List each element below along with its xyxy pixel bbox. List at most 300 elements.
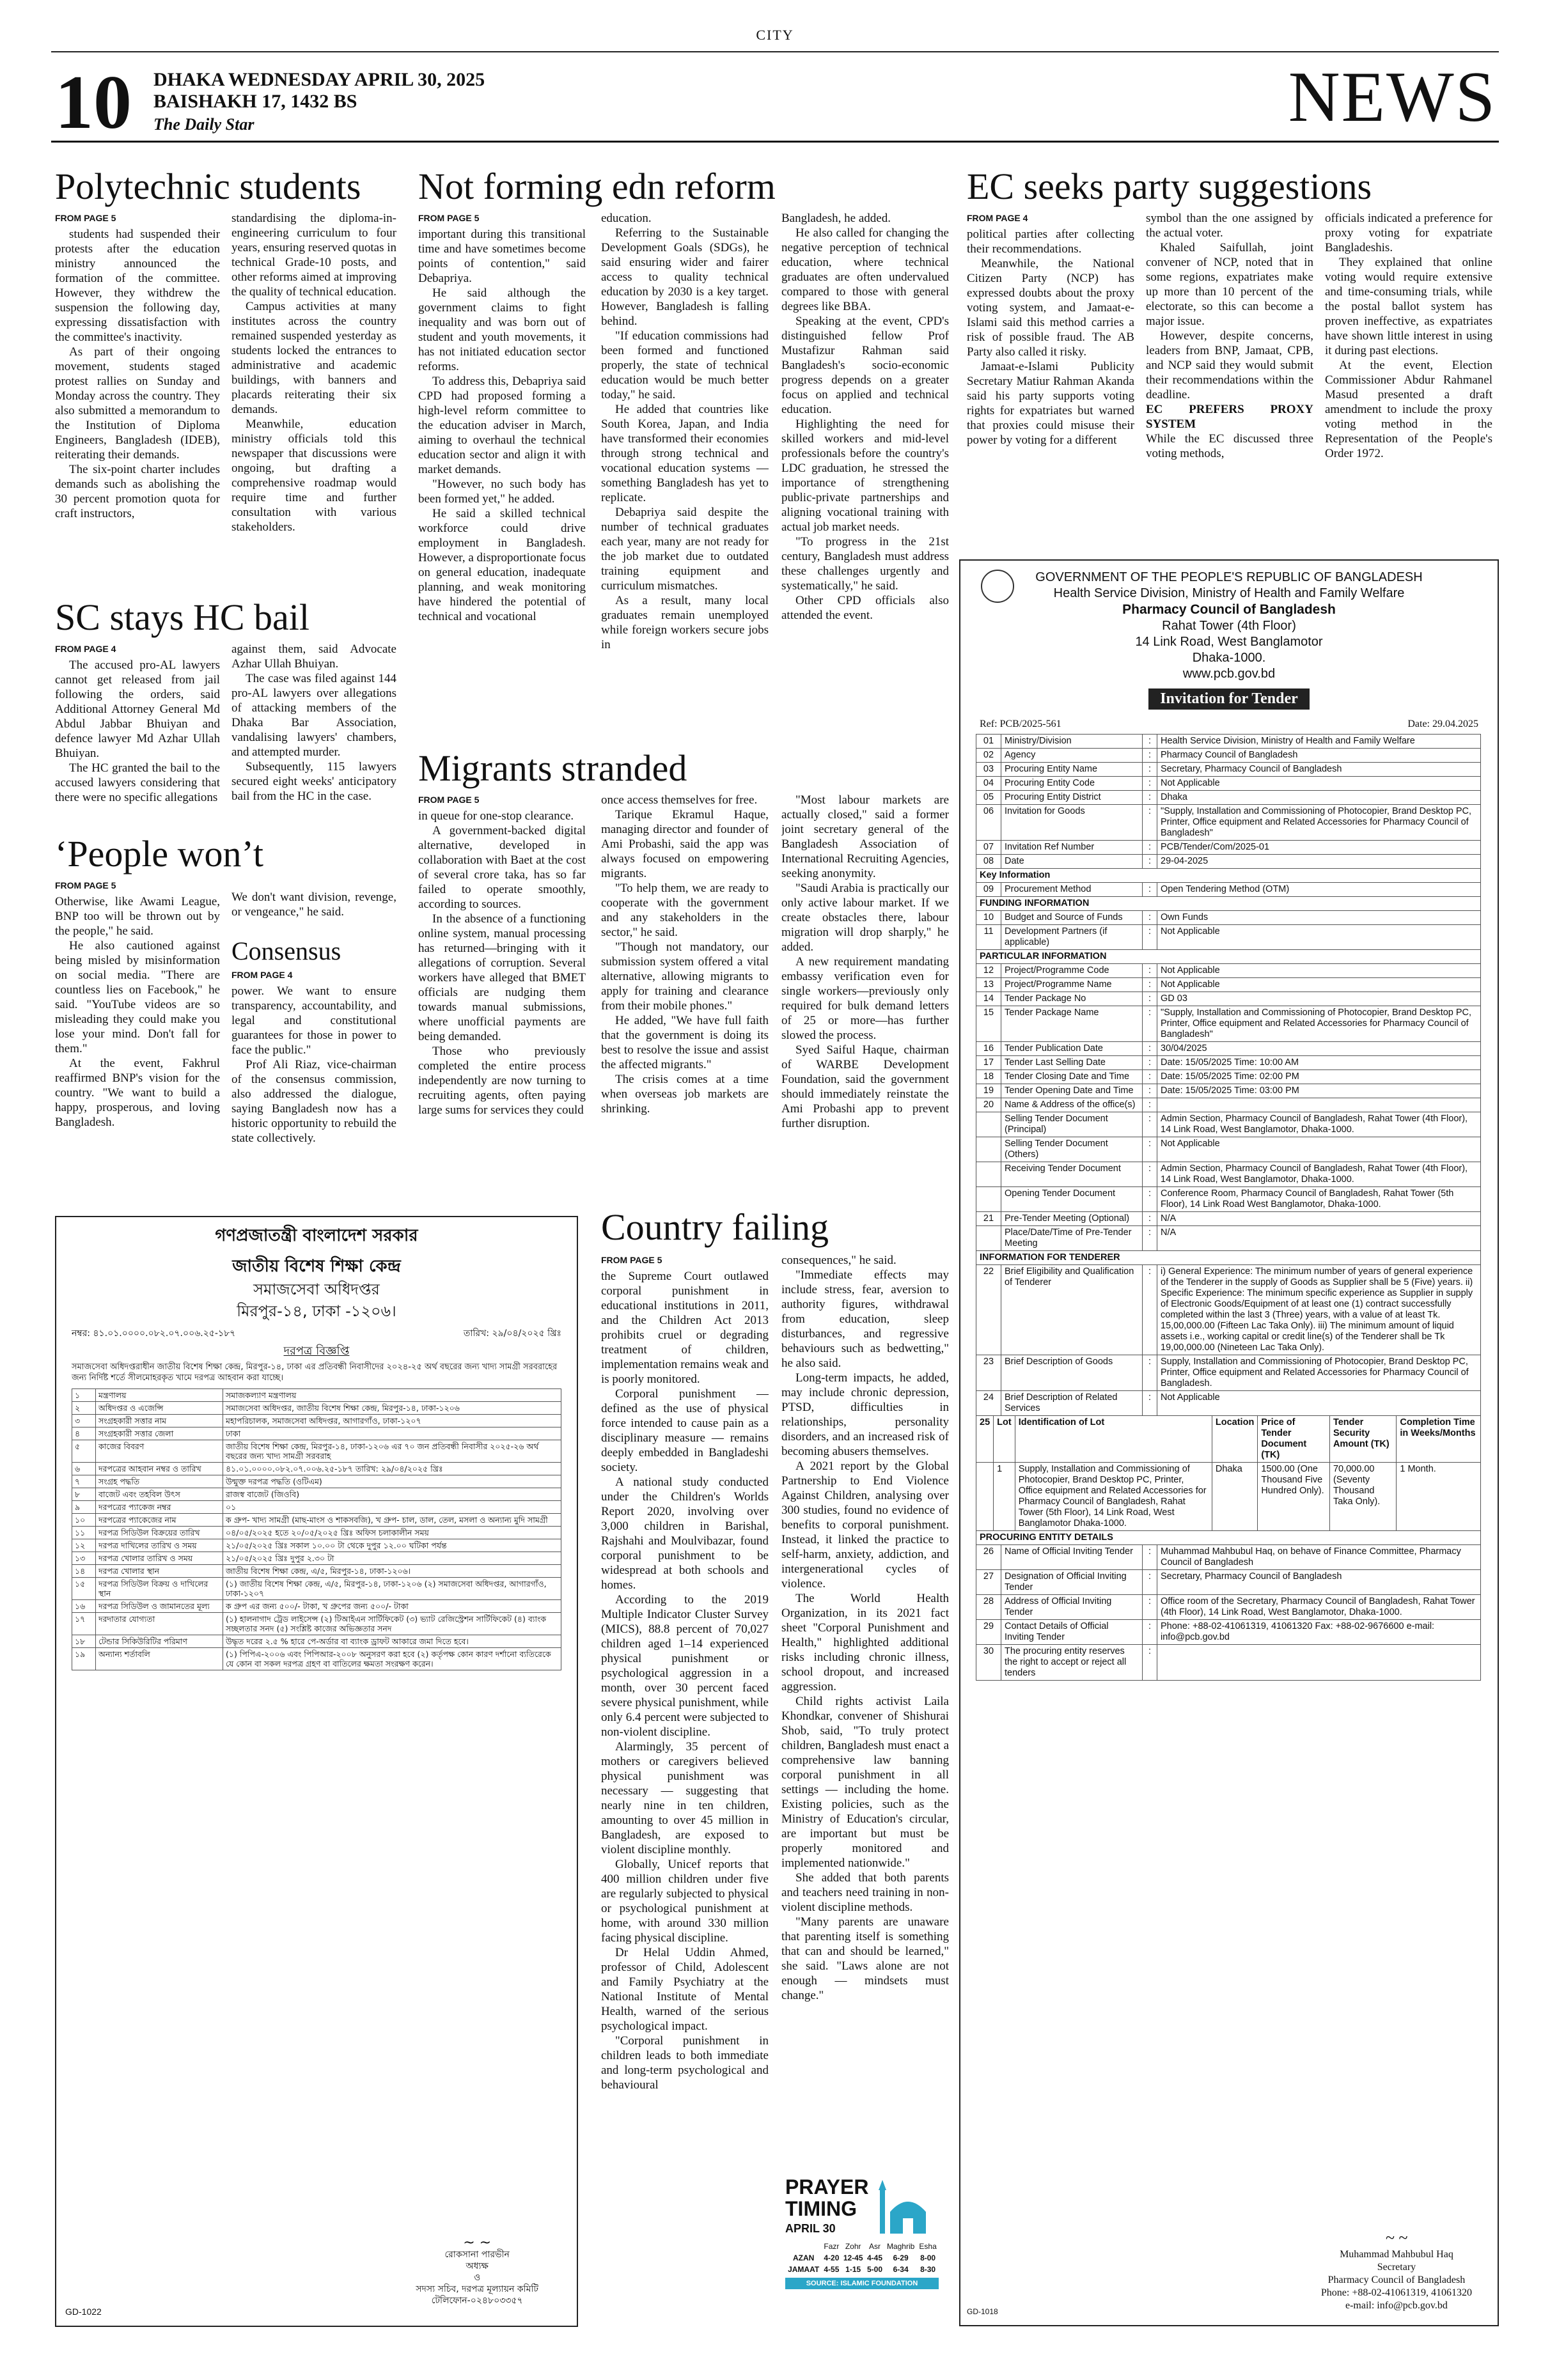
- prayer-title-2: TIMING: [785, 2197, 857, 2220]
- tender-lot-table: [976, 1415, 1481, 1531]
- table-row: [976, 777, 1481, 791]
- row-colon: :: [1143, 1084, 1157, 1098]
- signature-scribble-icon: ~ ~: [1385, 2228, 1408, 2247]
- row-value: [1157, 1098, 1481, 1112]
- bangla-cell: ১০: [72, 1514, 96, 1527]
- row-key: Tender Last Selling Date: [1001, 1056, 1143, 1070]
- table-row: [976, 1070, 1481, 1084]
- table-row: [976, 1162, 1481, 1187]
- sc-col-2: against them, said Advocate Azhar Ullah Bhuiyan. The case was filed against 144 pro-AL lawyers over allegations of attacking members of the Dhaka Bar Association, vandalising lawyers' chambers, and attempted murder. Subsequently, 115 lawyers secured eight weeks' anticipatory bail from the HC in the case.: [231, 642, 396, 803]
- row-number: 07: [976, 841, 1001, 855]
- row-key: Tender Publication Date: [1001, 1042, 1143, 1056]
- row-key: Designation of Official Inviting Tender: [1001, 1570, 1143, 1595]
- bangla-cell: ২১/০৫/২০২৫ খ্রিঃ সকাল ১০.০০ টা থেকে দুপুর ১২.০০ ঘটিকা পর্যন্ত: [223, 1539, 561, 1552]
- prayer-timing-box: [785, 2176, 939, 2324]
- row-number: 23: [976, 1355, 1001, 1391]
- section-title-news: NEWS: [1288, 58, 1496, 137]
- lot-header-cell: Price of Tender Document (TK): [1258, 1416, 1330, 1463]
- row-value: Own Funds: [1157, 911, 1481, 925]
- table-row: [72, 1578, 561, 1600]
- row-key: Place/Date/Time of Pre-Tender Meeting: [1001, 1226, 1143, 1251]
- table-row: [976, 1112, 1481, 1137]
- row-key: Project/Programme Name: [1001, 978, 1143, 992]
- prayer-cell: AZAN: [792, 2253, 815, 2262]
- table-row: [72, 1648, 561, 1670]
- table-row: [72, 1427, 561, 1440]
- row-colon: :: [1143, 1137, 1157, 1162]
- prayer-table: [785, 2241, 939, 2275]
- prayer-cell: Asr: [868, 2242, 881, 2251]
- bangla-cell: ৩: [72, 1415, 96, 1427]
- bangla-cell: (১) পিপিএ-২০০৬ এবং পিপিআর-২০০৮ অনুসরণ করা হবে (২) কর্তৃপক্ষ কোন কারণ দর্শানো ব্যতিরেকে যে কোন বা সকল দরপত্র গ্রহণ বা বাতিলের ক্ষমতা সংরক্ষণ করেন।: [223, 1648, 561, 1670]
- tender-ref-line: Ref: PCB/2025-561 Date: 29.04.2025: [980, 719, 1478, 729]
- row-number: 29: [976, 1620, 1001, 1645]
- row-colon: :: [1143, 777, 1157, 791]
- bangla-cell: দরপত্র সিডিউল ও জামানতের মূল্য: [96, 1600, 223, 1613]
- bangla-cell: দরপত্রের প্যাকেজের নাম: [96, 1514, 223, 1527]
- table-row: [976, 1391, 1481, 1416]
- row-colon: :: [1143, 1042, 1157, 1056]
- tender-ad-code: GD-1018: [967, 2307, 998, 2316]
- row-number: 21: [976, 1212, 1001, 1226]
- table-row: [976, 763, 1481, 777]
- headline-polytechnic: Polytechnic students: [55, 166, 361, 207]
- masthead-rule: [51, 141, 1499, 143]
- prayer-cell: 5-00: [866, 2265, 882, 2274]
- row-value: Office room of the Secretary, Pharmacy Council of Bangladesh, Rahat Tower (4th Floor), 14 Link Road, West Banglamotor, Dhaka-1000.: [1157, 1595, 1481, 1620]
- row-number: 18: [976, 1070, 1001, 1084]
- ec-col-1: FROM PAGE 4 political parties after collecting their recommendations. Meanwhile, the National Citizen Party (NCP) has expressed doubts about the proxy voting system, and Jamaat-e-Islami said this method carries a risk of possible fraud. The AB Party also called it risky. Jamaat-e-Islami Publicity Secretary Matiur Rahman Akanda said his party supports voting rights for expatriates but warned that proxies could misuse their power by voting for a different: [967, 213, 1134, 447]
- bangla-cell: ৮: [72, 1488, 96, 1501]
- bangla-cell: দরদাতার যোগ্যতা: [96, 1613, 223, 1635]
- table-row: [976, 1056, 1481, 1070]
- table-row: [976, 1212, 1481, 1226]
- prayer-row: [785, 2241, 939, 2252]
- row-key: Brief Description of Goods: [1001, 1355, 1143, 1391]
- prayer-cell: Maghrib: [886, 2242, 915, 2251]
- row-colon: :: [1143, 1355, 1157, 1391]
- prayer-source: SOURCE: ISLAMIC FOUNDATION: [785, 2278, 939, 2289]
- prayer-cell: 4-55: [824, 2265, 840, 2274]
- bangla-cell: ২১/০৫/২০২৫ খ্রিঃ দুপুর ২.৩০ টা: [223, 1552, 561, 1565]
- lot-header-cell: Lot: [994, 1416, 1015, 1463]
- row-colon: :: [1143, 855, 1157, 869]
- bangla-cell: ০১: [223, 1501, 561, 1514]
- row-colon: :: [1143, 1570, 1157, 1595]
- lot-cell: Supply, Installation and Commissioning of Photocopier, Brand Desktop PC, Printer, Office equipment and Related Accessories for Pharmacy Council of Bangladesh, Rahat Tower (5th Floor), 14 Link Road, West Banglamotor Dhaka-1000.: [1015, 1463, 1212, 1531]
- table-section-header: INFORMATION FOR TENDERER: [976, 1251, 1481, 1265]
- lot-cell: 1 Month.: [1397, 1463, 1481, 1531]
- table-row: [976, 1595, 1481, 1620]
- table-row: [976, 869, 1481, 883]
- row-value: Conference Room, Pharmacy Council of Bangladesh, Rahat Tower (5th Floor), 14 Link Road West Banglamotor, Dhaka-1000.: [1157, 1187, 1481, 1212]
- row-key: Opening Tender Document: [1001, 1187, 1143, 1212]
- jump-label: FROM PAGE 5: [55, 213, 116, 223]
- row-number: 24: [976, 1391, 1001, 1416]
- migrants-col-3: "Most labour markets are actually closed," said a former joint secretary general of the Bangladesh Association of International Recruiting Agencies, seeking anonymity. "Saudi Arabia is practically our only active labour market. If we create obstacles there, labour migration will drop sharply," he added. A new requirement mandating embassy verification even for single workers—previously only required for bulk demand letters of 25 or more—has further slowed the process. Syed Saiful Haque, chairman of WARBE Development Foundation, said the government should immediately reinstate the Ami Probashi app to prevent further disruption.: [781, 793, 949, 1130]
- tender-entity-table: [976, 1530, 1481, 1681]
- tender-signature: ~ ~ Muhammad Mahbubul Haq Secretary Pharmacy Council of Bangladesh Phone: +88-02-41061319, 41061320 e-mail: info@pcb.gov.bd: [1320, 2228, 1472, 2311]
- row-value: Not Applicable: [1157, 978, 1481, 992]
- bangla-ad-signature: ~ ~ রোকসানা পারভীন অধ্যক্ষ ও সদস্য সচিব, দরপত্র মূল্যায়ন কমিটি টেলিফোন-০২৪৮০৩৩৫৭: [416, 2235, 538, 2306]
- table-row: [72, 1463, 561, 1475]
- row-number: [976, 1226, 1001, 1251]
- table-row: [976, 1355, 1481, 1391]
- bangla-memo-line: নম্বর: ৪১.০১.০০০০.০৮২.০৭.০০৬.২৫-১৮৭ তারিখ: ২৯/০৪/২০২৫ খ্রিঃ: [72, 1328, 561, 1339]
- row-key: Tender Package No: [1001, 992, 1143, 1006]
- migrants-col-1: FROM PAGE 5 in queue for one-stop clearance. A government-backed digital alternative, developed in collaboration with Baet at the cost of several crore taka, has so far failed to operate smoothly, according to sources. In the absence of a functioning online system, manual processing has returned—bringing with it allegations of corruption. Several workers have alleged that BMET officials are nudging them towards manual submissions, where unofficial payments are being demanded. Those who previously completed the entire process independently are now turning to recruiting agents, often paying large sums for services they could: [418, 795, 586, 1117]
- sc-col-1: FROM PAGE 4 The accused pro-AL lawyers cannot get released from jail following the orders, said Additional Attorney General Md Abdul Jabbar Bhuiyan and defence lawyer Md Azhar Ullah Bhuiyan. The HC granted the bail to the accused lawyers considering that there were no specific allegations: [55, 644, 220, 804]
- row-number: 08: [976, 855, 1001, 869]
- bangla-ad-title: দরপত্র বিজ্ঞপ্তি: [283, 1344, 350, 1358]
- row-value: Dhaka: [1157, 791, 1481, 805]
- prayer-cell: 4-45: [866, 2253, 882, 2262]
- bangla-cell: জাতীয় বিশেষ শিক্ষা কেন্দ্র, মিরপুর-১৪, ঢাকা-১২০৬ এর ৭০ জন প্রতিবন্ধী নিবাসীর ২০২৫-২৬ অর্থ বছরের জন্য খাদ্য সামগ্রী সরবরাহ: [223, 1440, 561, 1463]
- table-row: [72, 1389, 561, 1402]
- row-number: 22: [976, 1265, 1001, 1355]
- bangla-cell: সমাজকল্যাণ মন্ত্রণালয়: [223, 1389, 561, 1402]
- bangla-cell: ১৮: [72, 1635, 96, 1648]
- lot-cell: Dhaka: [1212, 1463, 1257, 1531]
- row-key: Brief Description of Related Services: [1001, 1391, 1143, 1416]
- table-row: [976, 805, 1481, 841]
- row-key: Procurement Method: [1001, 883, 1143, 897]
- row-colon: :: [1143, 978, 1157, 992]
- page-number: 10: [55, 59, 132, 144]
- row-colon: :: [1143, 791, 1157, 805]
- table-row: [72, 1440, 561, 1463]
- row-number: 12: [976, 964, 1001, 978]
- table-row: [72, 1402, 561, 1415]
- bangla-cell: ক গ্রুপ- খাদ্য সামগ্রী (মাছ-মাংস ও শাকসবজি), খ গ্রুপ- চাল, ডাল, তেল, মসলা ও অন্যান্য মুদি সামগ্রী: [223, 1514, 561, 1527]
- row-value: Admin Section, Pharmacy Council of Bangladesh, Rahat Tower (4th Floor), 14 Link Road, West Banglamotor, Dhaka-1000.: [1157, 1112, 1481, 1137]
- bangla-cell: ২: [72, 1402, 96, 1415]
- row-number: 27: [976, 1570, 1001, 1595]
- bangla-cell: দরপত্র দাখিলের তারিখ ও সময়: [96, 1539, 223, 1552]
- bangla-cell: ৬: [72, 1463, 96, 1475]
- migrants-col-2: once access themselves for free. Tarique Ekramul Haque, managing director and founder of Ami Probashi, said the app was always focused on empowering migrants. "To help them, we are ready to cooperate with the government and any stakeholders in the sector," he said. "Though not mandatory, our submission system offered a vital alternative, allowing migrants to apply for training and clearance from their mobile phones." He added, "We have full faith that the government is doing its best to resolve the issue and assist the affected migrants." The crisis comes at a time when overseas job markets are shrinking.: [601, 793, 769, 1116]
- table-row: [976, 897, 1481, 911]
- country-col-2: consequences," he said. "Immediate effects may include stress, fear, aversion to authority figures, withdrawal from education, sleep disturbances, and regressive behaviours such as bedwetting," he also said. Long-term impacts, he added, may include chronic depression, PTSD, difficulties in relationships, personality disorders, and an increased risk of becoming abusers themselves. A 2021 report by the Global Partnership to End Violence Against Children, analysing over 300 studies, found no evidence of benefits to corporal punishment. Instead, it linked the practice to self-harm, anxiety, addiction, and intergenerational cycles of violence. The World Health Organization, in its 2021 fact sheet "Corporal Punishment and Health," highlighted additional risks including chronic illness, school dropout, and increased aggression. Child rights activist Laila Khondkar, convener of Shishurai Shob, said, "To truly protect children, Bangladesh must enact a comprehensive law banning corporal punishment in all settings — including the home. Existing policies, such as the Ministry of Education's circular, are important but must be properly monitored and implemented nationwide." She added that both parents and teachers need training in non-violent discipline methods. "Many parents are unaware that parenting itself is something that can and should be learned," she said. "Laws alone are not enough — mindsets must change.": [781, 1254, 949, 2002]
- row-key: Name of Official Inviting Tender: [1001, 1545, 1143, 1570]
- table-row: [976, 950, 1481, 964]
- row-colon: :: [1143, 964, 1157, 978]
- row-key: Budget and Source of Funds: [1001, 911, 1143, 925]
- bangla-cell: দরপত্রের আহবান নম্বর ও তারিখ: [96, 1463, 223, 1475]
- row-key: Contact Details of Official Inviting Tender: [1001, 1620, 1143, 1645]
- section-label: CITY: [756, 27, 794, 43]
- bangla-cell: মন্ত্রণালয়: [96, 1389, 223, 1402]
- row-number: [976, 1187, 1001, 1212]
- signature-scribble-icon: ~ ~: [463, 2235, 492, 2251]
- row-value: Not Applicable: [1157, 925, 1481, 950]
- lot-header-cell: Location: [1212, 1416, 1257, 1463]
- table-row: [72, 1415, 561, 1427]
- table-row: [976, 911, 1481, 925]
- row-colon: :: [1143, 841, 1157, 855]
- bangla-cell: ক গ্রুপ এর জন্য ৫০০/- টাকা, খ গ্রুপের জন্য ৫০০/- টাকা: [223, 1600, 561, 1613]
- prayer-title-1: PRAYER: [785, 2175, 869, 2198]
- row-key: Brief Eligibility and Qualification of Tenderer: [1001, 1265, 1143, 1355]
- row-key: Ministry/Division: [1001, 735, 1143, 749]
- table-row: [976, 1226, 1481, 1251]
- row-colon: :: [1143, 763, 1157, 777]
- tender-header: GOVERNMENT OF THE PEOPLE'S REPUBLIC OF BANGLADESH Health Service Division, Ministry of Health and Family Welfare Pharmacy Council of Bangladesh Rahat Tower (4th Floor) 14 Link Road, West Banglamotor Dhaka-1000. www.pcb.gov.bd Invitation for Tender: [960, 570, 1498, 713]
- table-section-header: Key Information: [976, 869, 1481, 883]
- table-row: [72, 1514, 561, 1527]
- row-value: Open Tendering Method (OTM): [1157, 883, 1481, 897]
- bangla-cell: অধিদপ্তর ও এজেন্সি: [96, 1402, 223, 1415]
- table-row: [976, 1545, 1481, 1570]
- row-value: Date: 15/05/2025 Time: 03:00 PM: [1157, 1084, 1481, 1098]
- bangla-cell: জাতীয় বিশেষ শিক্ষা কেন্দ্র, এ/৫, মিরপুর-১৪, ঢাকা-১২০৬।: [223, 1565, 561, 1578]
- country-col-1: FROM PAGE 5 the Supreme Court outlawed corporal punishment in educational institutions in 2011, and the Children Act 2013 prohibits cruel or degrading treatment of children, implementation remains weak and is poorly monitored. Corporal punishment — defined as the use of physical force intended to cause pain as a disciplinary measure — remains deeply embedded in Bangladeshi society. A national study conducted under the Children's Worlds Report 2020, involving over 3,000 children in Barishal, Rajshahi and Moulvibazar, found corporal punishment to be widespread at both schools and homes. According to the 2019 Multiple Indicator Cluster Survey (MICS), 88.8 percent of 70,027 children aged 1–14 experienced physical punishment or psychological aggression in a month, over 30 percent faced severe physical punishment, while only 6.4 percent were subjected to non-violent discipline. Alarmingly, 35 percent of mothers or caregivers believed physical punishment was necessary — suggesting that nearly nine in ten children, amounting to over 45 million in Bangladesh, are exposed to violent discipline monthly. Globally, Unicef reports that 400 million children under five are regularly subjected to physical or psychological punishment at home, with around 330 million facing physical discipline. Dr Helal Uddin Ahmed, professor of Child, Adolescent and Family Psychiatry at the National Institute of Mental Health, warned of the serious psychological impact. "Corporal punishment in children leads to both immediate and long-term psychological and behavioural: [601, 1255, 769, 2092]
- table-row: [976, 1620, 1481, 1645]
- bangla-cell: কাজের বিবরণ: [96, 1440, 223, 1463]
- table-row: [72, 1565, 561, 1578]
- table-row: [976, 791, 1481, 805]
- row-key: Agency: [1001, 749, 1143, 763]
- lot-header-cell: 25: [976, 1416, 994, 1463]
- row-colon: :: [1143, 925, 1157, 950]
- table-row: [976, 925, 1481, 950]
- tender-title: Invitation for Tender: [1148, 688, 1310, 710]
- table-row: [976, 1098, 1481, 1112]
- row-colon: :: [1143, 911, 1157, 925]
- row-value: Secretary, Pharmacy Council of Bangladesh: [1157, 763, 1481, 777]
- row-value: "Supply, Installation and Commissioning of Photocopier, Brand Desktop PC, Printer, Office equipment and Related Accessories for Pharmacy Council of Bangladesh": [1157, 1006, 1481, 1042]
- poly-col-1: FROM PAGE 5 students had suspended their protests after the education ministry announced the formation of the committee. However, they withdrew the suspension the following day, expressing dissatisfaction with the committee's inactivity. As part of their ongoing movement, students staged protest rallies on Sunday and Monday across the country. They also submitted a memorandum to the Institution of Diploma Engineers, Bangladesh (IDEB), reiterating their demands. The six-point charter includes demands such as abolishing the 30 percent promotion quota for craft instructors,: [55, 211, 220, 563]
- row-value: 30/04/2025: [1157, 1042, 1481, 1056]
- bangla-cell: ১৯: [72, 1648, 96, 1670]
- table-row: [72, 1488, 561, 1501]
- row-number: [976, 1162, 1001, 1187]
- row-key: Selling Tender Document (Principal): [1001, 1112, 1143, 1137]
- bangla-cell: দরপত্র খোলার স্থান: [96, 1565, 223, 1578]
- bangla-cell: দরপত্র সিডিউল বিক্রয়ের তারিখ: [96, 1527, 223, 1539]
- bangla-cell: ১৫: [72, 1578, 96, 1600]
- row-colon: :: [1143, 883, 1157, 897]
- prayer-cell: JAMAAT: [788, 2265, 820, 2274]
- row-key: Invitation Ref Number: [1001, 841, 1143, 855]
- row-number: 16: [976, 1042, 1001, 1056]
- row-value: Not Applicable: [1157, 1391, 1481, 1416]
- bangla-cell: ১৪: [72, 1565, 96, 1578]
- table-row: [976, 1187, 1481, 1212]
- table-row: [976, 1463, 1481, 1531]
- table-row: [976, 1265, 1481, 1355]
- table-row: [72, 1501, 561, 1514]
- bangla-tender-advertisement: গণপ্রজাতন্ত্রী বাংলাদেশ সরকার জাতীয় বিশেষ শিক্ষা কেন্দ্র সমাজসেবা অধিদপ্তর মিরপুর-১৪, ঢাকা -১২০৬। নম্বর: ৪১.০১.০০০০.০৮২.০৭.০০৬.২৫-১৮৭ তারিখ: ২৯/০৪/২০২৫ খ্রিঃ দরপত্র বিজ্ঞপ্তি সমাজসেবা অধিদপ্তরাধীন জাতীয় বিশেষ শিক্ষা কেন্দ্র, মিরপুর-১৪, ঢাকা এর প্রতিবন্ধী নিবাসীদের ২০২৪-২৫ অর্থ বছরের জন্য খাদ্য সামগ্রী সরবরাহের জন্য নির্দিষ্ট শর্তে সীলমোহরকৃত খামে দরপত্র আহবান করা যাচ্ছে। ১ মন্ত্রণালয় সমাজকল্যাণ মন্ত্রণালয় ২ অধিদপ্তর ও এজেন্সি সমাজসেবা অধিদপ্তর, জাতীয় বিশেষ শিক্ষা কেন্দ্র, মিরপুর-১৪, ঢাকা-১২০৬ ৩ সংগ্রহকারী সত্তার নাম মহাপরিচালক, সমাজসেবা অধিদপ্তর, আগারগাঁও, ঢাকা-১২০৭ ৪ সংগ্রহকারী সত্তার জেলা ঢাকা ৫ কাজের বিবরণ জাতীয় বিশেষ শিক্ষা কেন্দ্র, মিরপুর-১৪, ঢাকা-১২০৬ এর ৭০ জন প্রতিবন্ধী নিবাসীর ২০২৫-২৬ অর্থ বছরের জন্য খাদ্য সামগ্রী সরবরাহ ৬ দরপত্রের আহবান নম্বর ও তারিখ ৪১.০১.০০০০.০৮২.০৭.০০৬.২৫-১৮৭ তারিখ: ২৯/০৪/২০২৫ খ্রিঃ ৭ সংগ্রহ পদ্ধতি উন্মুক্ত দরপত্র পদ্ধতি (ওটিএম) ৮ বাজেট এবং তহবিল উৎস রাজস্ব বাজেট (জিওবি) ৯ দরপত্রের প্যাকেজ নম্বর ০১ ১০ দরপত্রের প্যাকেজের নাম ক গ্রুপ- খাদ্য সামগ্রী (মাছ-মাংস ও শাকসবজি), খ গ্রুপ- চাল, ডাল, তেল, মসলা ও অন্যান্য মুদি সামগ্রী ১১ দরপত্র সিডিউল বিক্রয়ের তারিখ ০৪/০৫/২০২৫ হতে ২০/০৫/২০২৫ খ্রিঃ অফিস চলাকালীন সময় ১২ দরপত্র দাখিলের তারিখ ও সময় ২১/০৫/২০২৫ খ্রিঃ সকাল ১০.০০ টা থেকে দুপুর ১২.০০ ঘটিকা পর্যন্ত ১৩ দরপত্র খোলার তারিখ ও সময় ২১/০৫/২০২৫ খ্রিঃ দুপুর ২.৩০ টা ১৪ দরপত্র খোলার স্থান জাতীয় বিশেষ শিক্ষা কেন্দ্র, এ/৫, মিরপুর-১৪, ঢাকা-১২০৬। ১৫ দরপত্র সিডিউল বিক্রয় ও দাখিলের স্থান (১) জাতীয় বিশেষ শিক্ষা কেন্দ্র, এ/৫, মিরপুর-১৪, ঢাকা-১২০৬ (২) সমাজসেবা অধিদপ্তর, আগারগাঁও, ঢাকা-১২০৭ ১৬ দরপত্র সিডিউল ও জামানতের মূল্য ক গ্রুপ এর জন্য ৫০০/- টাকা, খ গ্রুপের জন্য ৫০০/- টাকা ১৭ দরদাতার যোগ্যতা (১) হালনাগাদ ট্রেড লাইসেন্স (২) টিআইএন সার্টিফিকেট (৩) ভ্যাট রেজিস্ট্রেশন সার্টিফিকেট (৪) ব্যাংক সচ্ছলতার সনদ (৫) সংশ্লিষ্ট কাজের অভিজ্ঞতার সনদ ১৮ টেন্ডার সিকিউরিটির পরিমাণ উদ্ধৃত দরের ২.৫ % হারে পে-অর্ডার বা ব্যাংক ড্রাফট আকারে জমা দিতে হবে। ১৯ অন্যান্য শর্তাবলি (১) পিপিএ-২০০৬ এবং পিপিআর-২০০৮ অনুসরণ করা হবে (২) কর্তৃপক্ষ কোন কারণ দর্শানো ব্যতিরেকে যে কোন বা সকল দরপত্র গ্রহণ বা বাতিলের ক্ষমতা সংরক্ষণ করেন। ~ ~ রোকসানা পারভীন অধ্যক্ষ ও সদস্য সচিব, দরপত্র মূল্যায়ন কমিটি টেলিফোন-০২৪৮০৩৩৫৭ GD-1022: [55, 1216, 578, 2327]
- prayer-row: [785, 2252, 939, 2264]
- bangla-cell: ৪: [72, 1427, 96, 1440]
- bangla-cell: সমাজসেবা অধিদপ্তর, জাতীয় বিশেষ শিক্ষা কেন্দ্র, মিরপুর-১৪, ঢাকা-১২০৬: [223, 1402, 561, 1415]
- edn-col-3: Bangladesh, he added. He also called for changing the negative perception of technical education, where technical graduates are often undervalued compared to those with general degrees like BBA. Speaking at the event, CPD's distinguished fellow Prof Mustafizur Rahman said Bangladesh's socio-economic progress depends on a greater focus on applied and technical education. Highlighting the need for skilled workers and mid-level professionals before the country's LDC graduation, he stressed the importance of strengthening public-private partnerships and aligning vocational training with actual job market needs. "To progress in the 21st century, Bangladesh must address these challenges urgently and systematically," he said. Other CPD officials also attended the event.: [781, 212, 949, 622]
- row-key: Tender Closing Date and Time: [1001, 1070, 1143, 1084]
- bangla-cell: দরপত্র সিডিউল বিক্রয় ও দাখিলের স্থান: [96, 1578, 223, 1600]
- bangla-cell: সংগ্রহকারী সত্তার নাম: [96, 1415, 223, 1427]
- row-number: 13: [976, 978, 1001, 992]
- row-value: Muhammad Mahbubul Haq, on behave of Finance Committee, Pharmacy Council of Bangladesh: [1157, 1545, 1481, 1570]
- bangla-cell: সংগ্রহকারী সত্তার জেলা: [96, 1427, 223, 1440]
- prayer-date: APRIL 30: [785, 2222, 836, 2235]
- row-colon: :: [1143, 1006, 1157, 1042]
- consensus-col: FROM PAGE 4 power. We want to ensure transparency, accountability, and legal and constitutional guarantees for those in power to face the public." Prof Ali Riaz, vice-chairman of the consensus commission, also addressed the dialogue, saying Bangladesh now has a historic opportunity to rebuild the state collectively.: [231, 970, 396, 1145]
- row-value: Supply, Installation and Commissioning of Photocopier, Brand Desktop PC, Printer, Office equipment and Related Accessories for Pharmacy Council of Bangladesh.: [1157, 1355, 1481, 1391]
- bangla-cell: টেন্ডার সিকিউরিটির পরিমাণ: [96, 1635, 223, 1648]
- table-row: [976, 841, 1481, 855]
- table-row: [976, 1137, 1481, 1162]
- row-colon: :: [1143, 1098, 1157, 1112]
- row-key: Date: [1001, 855, 1143, 869]
- row-key: Tender Package Name: [1001, 1006, 1143, 1042]
- row-number: 01: [976, 735, 1001, 749]
- row-value: PCB/Tender/Com/2025-01: [1157, 841, 1481, 855]
- bangla-cell: ১২: [72, 1539, 96, 1552]
- row-number: 28: [976, 1595, 1001, 1620]
- bangla-cell: দরপত্রের প্যাকেজ নম্বর: [96, 1501, 223, 1514]
- row-value: Pharmacy Council of Bangladesh: [1157, 749, 1481, 763]
- table-section-header: FUNDING INFORMATION: [976, 897, 1481, 911]
- table-section-header: PROCURING ENTITY DETAILS: [976, 1531, 1481, 1545]
- row-key: Invitation for Goods: [1001, 805, 1143, 841]
- row-value: Phone: +88-02-41061319, 41061320 Fax: +88-02-9676600 e-mail: info@pcb.gov.bd: [1157, 1620, 1481, 1645]
- row-colon: :: [1143, 1226, 1157, 1251]
- row-colon: :: [1143, 1212, 1157, 1226]
- row-value: Not Applicable: [1157, 777, 1481, 791]
- row-key: Procuring Entity Name: [1001, 763, 1143, 777]
- prayer-cell: 12-45: [843, 2253, 863, 2262]
- bangla-cell: ৪১.০১.০০০০.০৮২.০৭.০০৬.২৫-১৮৭ তারিখ: ২৯/০৪/২০২৫ খ্রিঃ: [223, 1463, 561, 1475]
- lot-header-cell: Completion Time in Weeks/Months: [1397, 1416, 1481, 1463]
- prayer-cell: 8-30: [920, 2265, 936, 2274]
- row-colon: :: [1143, 805, 1157, 841]
- table-row: [72, 1539, 561, 1552]
- row-value: Admin Section, Pharmacy Council of Bangladesh, Rahat Tower (4th Floor), 14 Link Road, West Banglamotor, Dhaka-1000.: [1157, 1162, 1481, 1187]
- row-value: Date: 15/05/2025 Time: 10:00 AM: [1157, 1056, 1481, 1070]
- people-col-2: We don't want division, revenge, or vengeance," he said.: [231, 891, 396, 919]
- edn-col-1: FROM PAGE 5 important during this transitional time and have sometimes become points of contention," said Debapriya. He said although the government claims to fight inequality and was born out of student and youth movements, it has not initiated education sector reforms. To address this, Debapriya said CPD had proposed forming a high-level reform committee to the education adviser in March, aiming to overhaul the technical education sector and align it with market demands. "However, no such body has been formed yet," he added. He said a skilled technical workforce could drive employment in Bangladesh. However, a disproportionate focus on general education, inadequate planning, and weak monitoring have hindered the potential of technical and vocational: [418, 213, 586, 623]
- row-key: Name & Address of the office(s): [1001, 1098, 1143, 1112]
- lot-cell: 70,000.00 (Seventy Thousand Taka Only).: [1329, 1463, 1396, 1531]
- headline-people-wont: ‘People won’t: [55, 833, 263, 875]
- prayer-cell: 6-29: [893, 2253, 909, 2262]
- table-row: [72, 1527, 561, 1539]
- government-seal-icon: [981, 570, 1014, 603]
- bangla-cell: (১) হালনাগাদ ট্রেড লাইসেন্স (২) টিআইএন সার্টিফিকেট (৩) ভ্যাট রেজিস্ট্রেশন সার্টিফিকেট (৪) ব্যাংক সচ্ছলতার সনদ (৫) সংশ্লিষ্ট কাজের অভিজ্ঞতার সনদ: [223, 1613, 561, 1635]
- bangla-cell: ১৭: [72, 1613, 96, 1635]
- bangla-cell: ১৬: [72, 1600, 96, 1613]
- lot-cell: 1: [994, 1463, 1015, 1531]
- table-row: [976, 883, 1481, 897]
- row-number: 11: [976, 925, 1001, 950]
- headline-ec-seeks: EC seeks party suggestions: [967, 166, 1372, 207]
- lot-cell: 1500.00 (One Thousand Five Hundred Only).: [1258, 1463, 1330, 1531]
- row-number: 10: [976, 911, 1001, 925]
- subhead-proxy: EC PREFERS PROXY SYSTEM: [1146, 403, 1313, 431]
- table-row: [976, 735, 1481, 749]
- row-value: N/A: [1157, 1226, 1481, 1251]
- table-row: [976, 964, 1481, 978]
- table-row: [976, 1570, 1481, 1595]
- row-colon: :: [1143, 749, 1157, 763]
- row-key: Development Partners (if applicable): [1001, 925, 1143, 950]
- row-key: Procuring Entity District: [1001, 791, 1143, 805]
- row-value: Health Service Division, Ministry of Health and Family Welfare: [1157, 735, 1481, 749]
- row-number: 17: [976, 1056, 1001, 1070]
- tender-advertisement: [959, 559, 1499, 2326]
- bangla-cell: ৫: [72, 1440, 96, 1463]
- row-value: GD 03: [1157, 992, 1481, 1006]
- prayer-cell: 1-15: [845, 2265, 861, 2274]
- lot-header-cell: Identification of Lot: [1015, 1416, 1212, 1463]
- table-section-header: PARTICULAR INFORMATION: [976, 950, 1481, 964]
- table-row: [976, 992, 1481, 1006]
- bangla-ad-table: [72, 1388, 561, 1670]
- lot-header-cell: Tender Security Amount (TK): [1329, 1416, 1396, 1463]
- lot-cell: [976, 1463, 994, 1531]
- headline-consensus: Consensus: [231, 937, 341, 965]
- row-number: 06: [976, 805, 1001, 841]
- bangla-cell: বাজেট এবং তহবিল উৎস: [96, 1488, 223, 1501]
- row-number: 30: [976, 1645, 1001, 1681]
- row-colon: :: [1143, 1391, 1157, 1416]
- row-key: Receiving Tender Document: [1001, 1162, 1143, 1187]
- row-key: Procuring Entity Code: [1001, 777, 1143, 791]
- row-number: 14: [976, 992, 1001, 1006]
- row-colon: :: [1143, 735, 1157, 749]
- row-number: 04: [976, 777, 1001, 791]
- row-value: "Supply, Installation and Commissioning of Photocopier, Brand Desktop PC, Printer, Office equipment and Related Accessories for Pharmacy Council of Bangladesh": [1157, 805, 1481, 841]
- bangla-cell: ৯: [72, 1501, 96, 1514]
- row-colon: :: [1143, 1595, 1157, 1620]
- edn-col-2: education. Referring to the Sustainable Development Goals (SDGs), he said ensuring wider and fairer access to quality technical education by 2030 is a key target. However, Bangladesh is falling behind. "If education commissions had been formed and functioned properly, the state of technical education would be much better today," he said. He added that countries like South Korea, Japan, and India have transformed their economies through strong technical and vocational education systems — something Bangladesh has yet to replicate. Debapriya said despite the number of technical graduates each year, many are not ready for the job market due to outdated training equipment and curriculum mismatches. As a result, many local graduates remain unemployed while foreign workers secure jobs in: [601, 212, 769, 651]
- top-rule: [51, 51, 1499, 52]
- table-row: [976, 1084, 1481, 1098]
- prayer-cell: Esha: [919, 2242, 937, 2251]
- row-colon: :: [1143, 1056, 1157, 1070]
- row-colon: :: [1143, 1112, 1157, 1137]
- row-number: 26: [976, 1545, 1001, 1570]
- row-number: [976, 1137, 1001, 1162]
- table-row: [72, 1635, 561, 1648]
- row-key: Selling Tender Document (Others): [1001, 1137, 1143, 1162]
- bangla-cell: দরপত্র খোলার তারিখ ও সময়: [96, 1552, 223, 1565]
- row-value: Secretary, Pharmacy Council of Bangladesh: [1157, 1570, 1481, 1595]
- bangla-cell: (১) জাতীয় বিশেষ শিক্ষা কেন্দ্র, এ/৫, মিরপুর-১৪, ঢাকা-১২০৬ (২) সমাজসেবা অধিদপ্তর, আগারগাঁও, ঢাকা-১২০৭: [223, 1578, 561, 1600]
- row-key: Project/Programme Code: [1001, 964, 1143, 978]
- table-row: [976, 1006, 1481, 1042]
- table-row: [976, 978, 1481, 992]
- tender-table: [976, 734, 1481, 1416]
- row-number: 15: [976, 1006, 1001, 1042]
- row-key: Pre-Tender Meeting (Optional): [1001, 1212, 1143, 1226]
- date-line-1: DHAKA WEDNESDAY APRIL 30, 2025: [153, 69, 485, 90]
- masthead-logo: The Daily Star: [153, 115, 254, 134]
- bangla-cell: ০৪/০৫/২০২৫ হতে ২০/০৫/২০২৫ খ্রিঃ অফিস চলাকালীন সময়: [223, 1527, 561, 1539]
- table-row: [976, 855, 1481, 869]
- row-colon: :: [1143, 1265, 1157, 1355]
- bangla-cell: ঢাকা: [223, 1427, 561, 1440]
- row-value: Not Applicable: [1157, 1137, 1481, 1162]
- table-row: [976, 1645, 1481, 1681]
- row-number: [976, 1112, 1001, 1137]
- headline-country-failing: Country failing: [601, 1206, 829, 1248]
- headline-edn-reform: Not forming edn reform: [418, 166, 776, 207]
- bangla-cell: রাজস্ব বাজেট (জিওবি): [223, 1488, 561, 1501]
- table-row: [72, 1613, 561, 1635]
- row-colon: :: [1143, 1187, 1157, 1212]
